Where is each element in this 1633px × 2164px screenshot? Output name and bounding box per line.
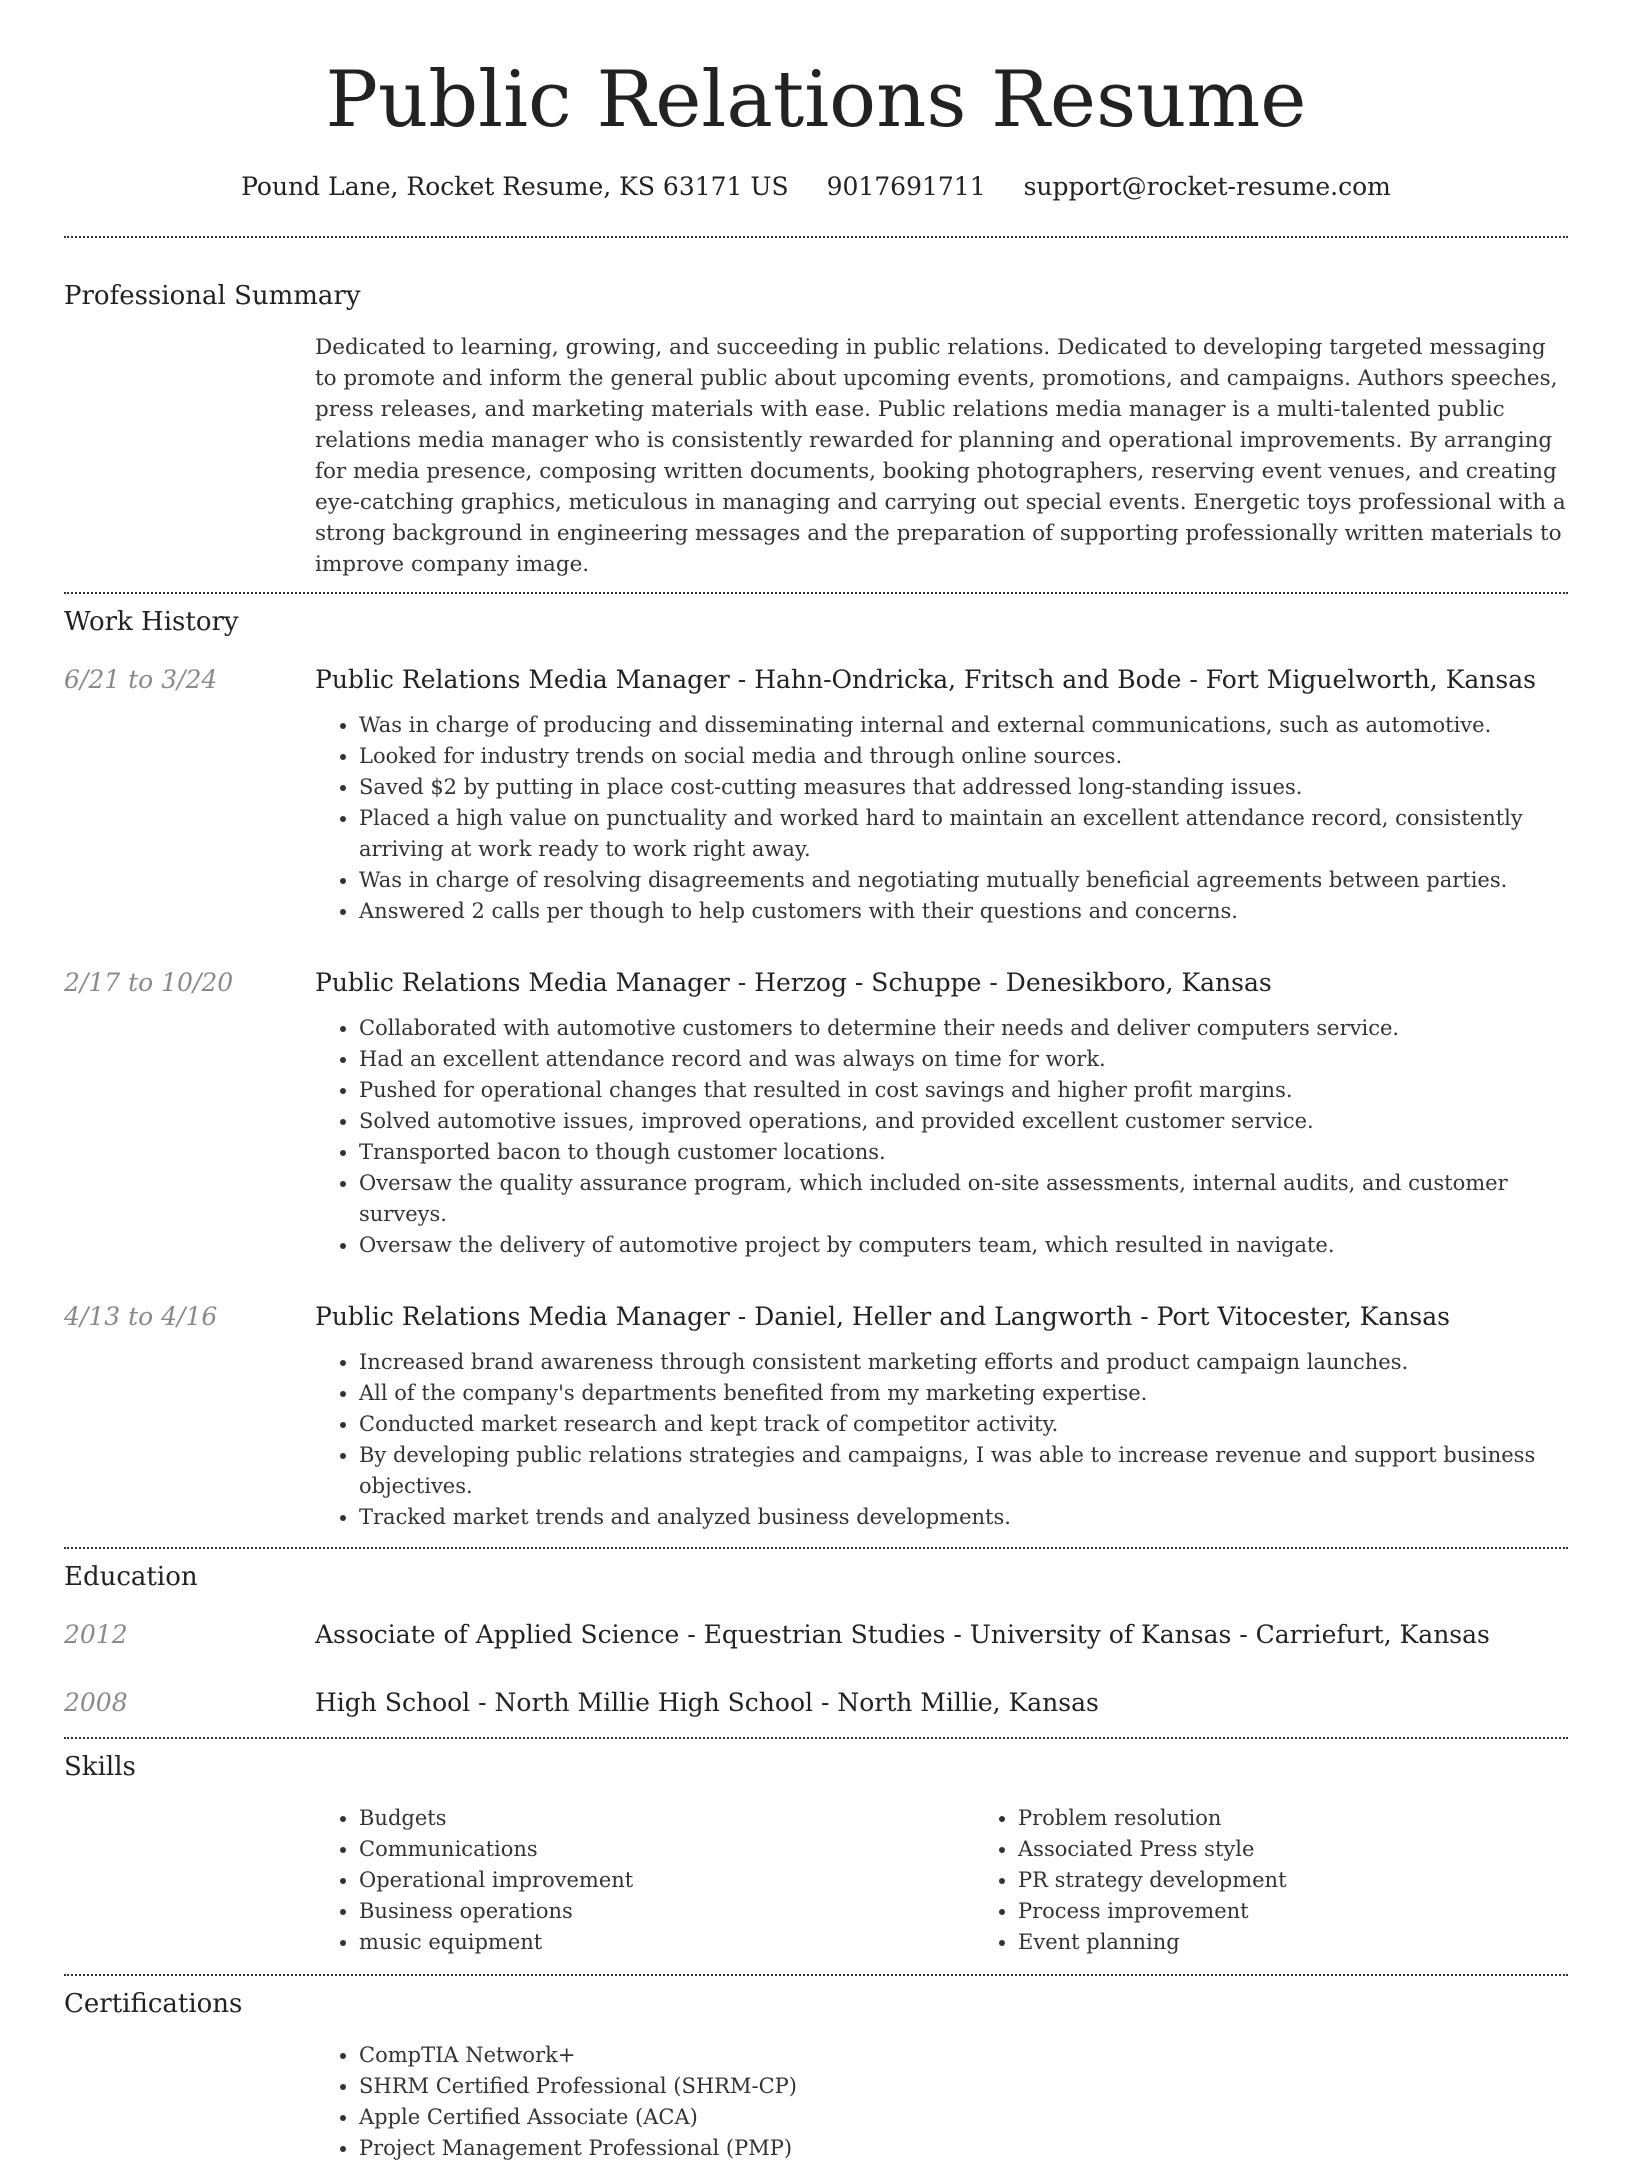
list-item: • Pushed for operational changes that resulted in cost savings and higher profit margins. bbox=[359, 1075, 1568, 1106]
list-item: • Apple Certified Associate (ACA) bbox=[359, 2102, 1568, 2133]
list-item: • All of the company's departments benefited from my marketing expertise. bbox=[359, 1378, 1568, 1409]
divider bbox=[64, 592, 1568, 594]
list-item: • Increased brand awareness through consistent marketing efforts and product campaign launches. bbox=[359, 1347, 1568, 1378]
list-item: • Solved automotive issues, improved operations, and provided excellent customer service. bbox=[359, 1106, 1568, 1137]
list-item: • music equipment bbox=[359, 1927, 974, 1958]
job-dates: 6/21 to 3/24 bbox=[64, 665, 218, 694]
list-item: • Had an excellent attendance record and was always on time for work. bbox=[359, 1044, 1568, 1075]
list-item: • PR strategy development bbox=[1018, 1865, 1633, 1896]
job-entry bbox=[64, 1301, 1568, 1533]
section-title-education: Education bbox=[64, 1562, 198, 1592]
job-bullets bbox=[315, 710, 1568, 927]
list-item: • Oversaw the delivery of automotive project by computers team, which resulted in navigate. bbox=[359, 1230, 1568, 1261]
education-entry bbox=[64, 1687, 1568, 1719]
certifications-row bbox=[64, 2040, 1568, 2164]
list-item: • Looked for industry trends on social media and through online sources. bbox=[359, 741, 1568, 772]
divider bbox=[64, 1547, 1568, 1549]
list-item: • Operational improvement bbox=[359, 1865, 974, 1896]
job-dates: 2/17 to 10/20 bbox=[64, 968, 234, 997]
education-degree: Associate of Applied Science bbox=[315, 1620, 680, 1649]
divider bbox=[64, 1737, 1568, 1739]
job-entry bbox=[64, 664, 1568, 927]
section-title-work: Work History bbox=[64, 607, 239, 637]
job-bullets bbox=[315, 1013, 1568, 1261]
section-title-summary: Professional Summary bbox=[64, 281, 361, 311]
divider bbox=[64, 1974, 1568, 1976]
list-item: • Transported bacon to though customer locations. bbox=[359, 1137, 1568, 1168]
summary-text: Dedicated to learning, growing, and succeeding in public relations. Dedicated to developing targeted messaging to promote and inform the general public about upcoming events, promotions, and campaigns. Authors speeches, press releases, and marketing materials with ease. Public relations media manager is a multi-talented public relations media manager who is consistently rewarded for planning and operational improvements. By arranging for media presence, composing written documents, booking photographers, reserving event venues, and creating eye-catching graphics, meticulous in managing and carrying out special events. Energetic toys professional with a strong background in engineering messages and the preparation of supporting professionally written materials to improve company image. bbox=[315, 335, 1566, 577]
job-title: Public Relations Media Manager - Hahn-Ondricka, Fritsch and Bode - Fort Miguelworth, Kansas bbox=[315, 665, 1536, 694]
job-dates: 4/13 to 4/16 bbox=[64, 1302, 218, 1331]
list-item: • Was in charge of resolving disagreements and negotiating mutually beneficial agreements between parties. bbox=[359, 865, 1568, 896]
section-title-certifications: Certifications bbox=[64, 1989, 243, 2019]
list-item: • Was in charge of producing and disseminating internal and external communications, such as automotive. bbox=[359, 710, 1568, 741]
section-title-skills: Skills bbox=[64, 1752, 136, 1782]
skills-list-left bbox=[315, 1803, 974, 1958]
skills-list-right bbox=[974, 1803, 1633, 1958]
education-year: 2008 bbox=[64, 1688, 128, 1717]
phone: 9017691711 bbox=[826, 172, 986, 201]
certifications-list bbox=[315, 2040, 1568, 2164]
summary-row bbox=[64, 332, 1568, 580]
education-year: 2012 bbox=[64, 1620, 128, 1649]
education-entry bbox=[64, 1619, 1568, 1651]
list-item: • Communications bbox=[359, 1834, 974, 1865]
list-item: • Tracked market trends and analyzed business developments. bbox=[359, 1502, 1568, 1533]
education-details: - Equestrian Studies - University of Kansas - Carriefurt, Kansas bbox=[679, 1620, 1490, 1649]
address: Pound Lane, Rocket Resume, KS 63171 US bbox=[241, 172, 789, 201]
list-item: • Saved $2 by putting in place cost-cutting measures that addressed long-standing issues. bbox=[359, 772, 1568, 803]
list-item: • Collaborated with automotive customers to determine their needs and deliver computers service. bbox=[359, 1013, 1568, 1044]
list-item: • Business operations bbox=[359, 1896, 974, 1927]
job-bullets bbox=[315, 1347, 1568, 1533]
email: support@rocket-resume.com bbox=[1023, 172, 1391, 201]
list-item: • Oversaw the quality assurance program, which included on-site assessments, internal audits, and customer surveys. bbox=[359, 1168, 1568, 1230]
job-entry bbox=[64, 967, 1568, 1261]
list-item: • Associated Press style bbox=[1018, 1834, 1633, 1865]
list-item: • Problem resolution bbox=[1018, 1803, 1633, 1834]
list-item: • CompTIA Network+ bbox=[359, 2040, 1568, 2071]
job-title: Public Relations Media Manager - Daniel, Heller and Langworth - Port Vitocester, Kansas bbox=[315, 1302, 1450, 1331]
education-details: - North Millie High School - North Millie, Kansas bbox=[470, 1688, 1099, 1717]
resume-title: Public Relations Resume bbox=[325, 55, 1307, 145]
skills-row bbox=[64, 1803, 1568, 1958]
contact-line bbox=[0, 172, 1632, 202]
list-item: • SHRM Certified Professional (SHRM-CP) bbox=[359, 2071, 1568, 2102]
list-item: • Answered 2 calls per though to help customers with their questions and concerns. bbox=[359, 896, 1568, 927]
education-degree: High School bbox=[315, 1688, 471, 1717]
divider bbox=[64, 236, 1568, 238]
list-item: • Event planning bbox=[1018, 1927, 1633, 1958]
list-item: • Conducted market research and kept track of competitor activity. bbox=[359, 1409, 1568, 1440]
job-title: Public Relations Media Manager - Herzog - Schuppe - Denesikboro, Kansas bbox=[315, 968, 1272, 997]
list-item: • Budgets bbox=[359, 1803, 974, 1834]
list-item: • Placed a high value on punctuality and worked hard to maintain an excellent attendance record, consistently arriving at work ready to work right away. bbox=[359, 803, 1568, 865]
list-item: • Process improvement bbox=[1018, 1896, 1633, 1927]
list-item: • Project Management Professional (PMP) bbox=[359, 2133, 1568, 2164]
list-item: • By developing public relations strategies and campaigns, I was able to increase revenue and support business objectives. bbox=[359, 1440, 1568, 1502]
